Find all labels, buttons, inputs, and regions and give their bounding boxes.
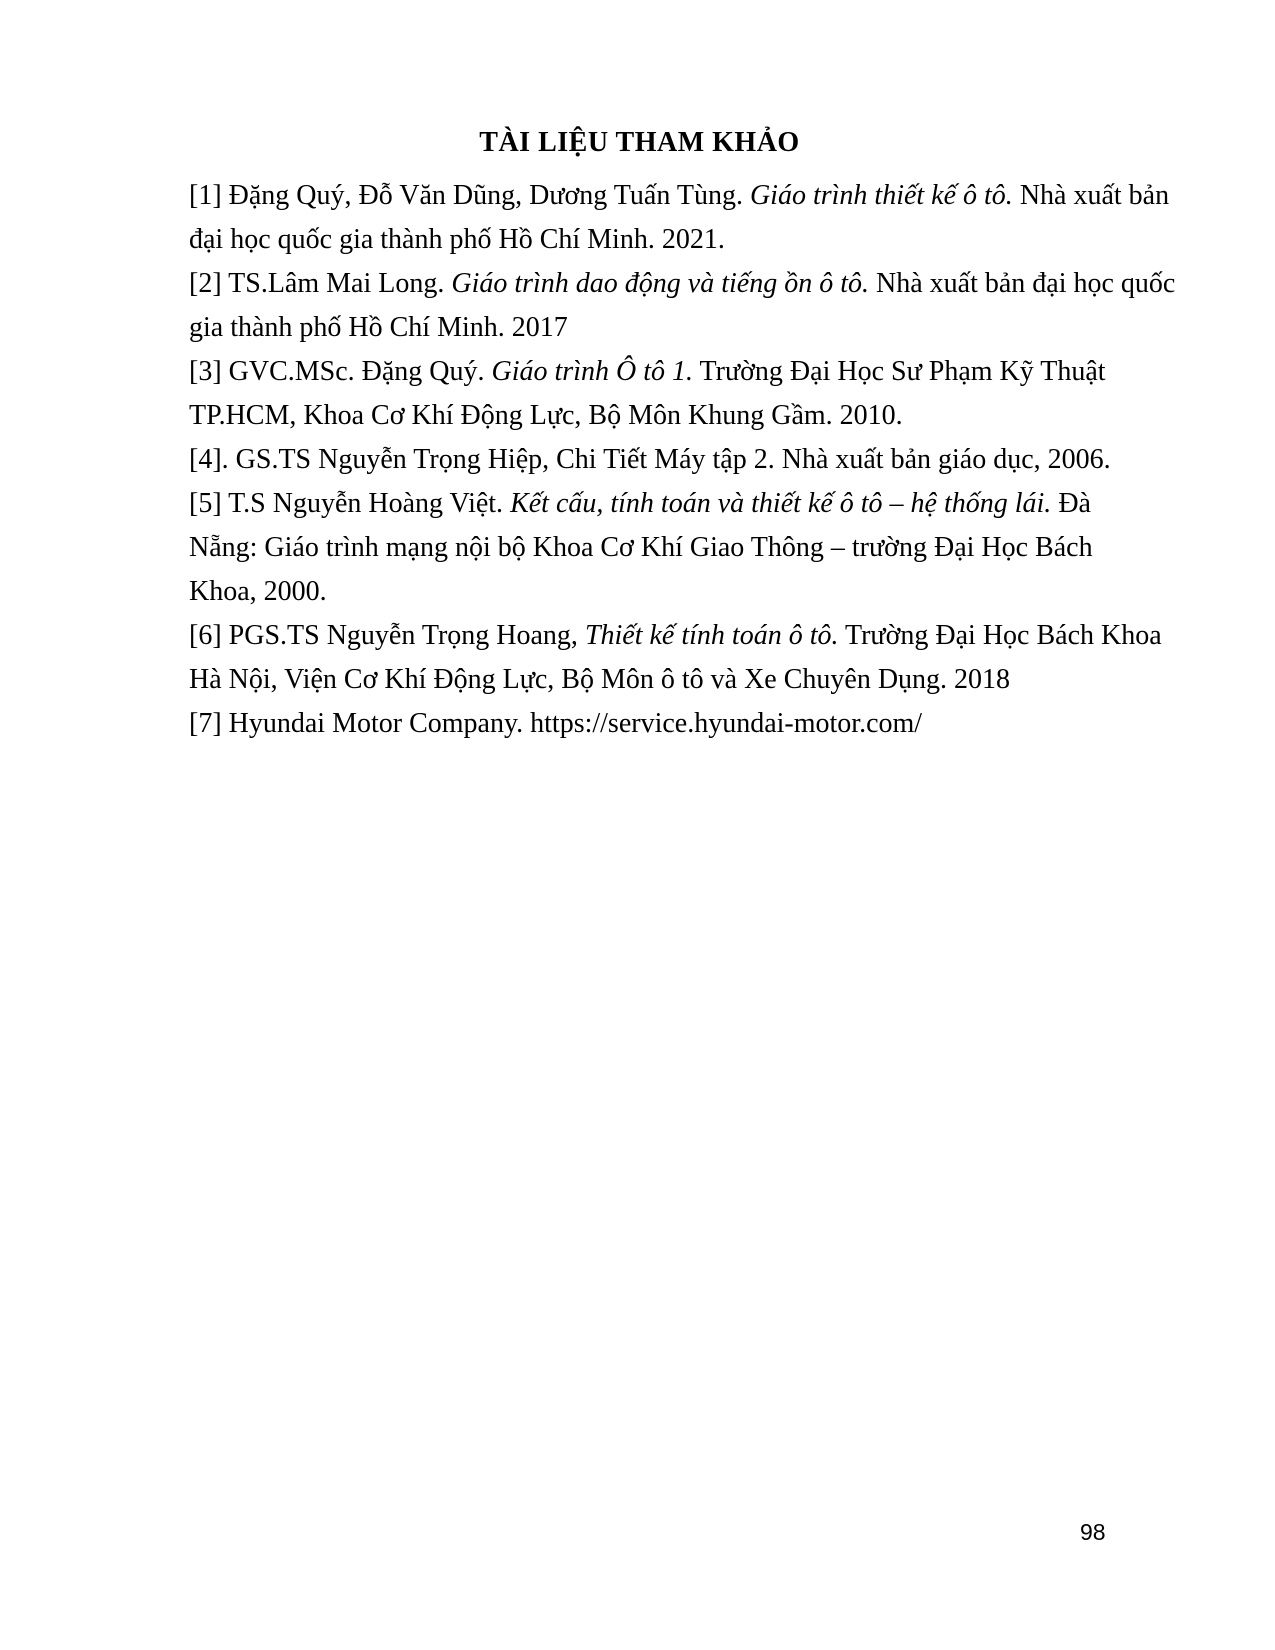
- reference-text: Nẵng: Giáo trình mạng nội bộ Khoa Cơ Khí Giao Thông – trường Đại Học Bách: [189, 532, 1093, 563]
- reference-text: [6] PGS.TS Nguyễn Trọng Hoang,: [189, 620, 585, 651]
- reference-line: [189, 438, 1111, 482]
- reference-line: [189, 658, 1090, 702]
- reference-text: Hà Nội, Viện Cơ Khí Động Lực, Bộ Môn ô tô và Xe Chuyên Dụng. 2018: [189, 664, 1011, 695]
- reference-line: [189, 394, 1090, 438]
- reference-text: [3] GVC.MSc. Đặng Quý.: [189, 356, 492, 387]
- reference-line: [189, 526, 1093, 570]
- reference-book-title: Kết cấu, tính toán và thiết kế ô tô – hệ thống lái.: [510, 488, 1052, 519]
- reference-book-title: Giáo trình dao động và tiếng ồn ô tô.: [451, 268, 869, 299]
- references-section: [189, 121, 1176, 746]
- reference-text: Trường Đại Học Sư Phạm Kỹ Thuật: [693, 356, 1106, 387]
- reference-text: [2] TS.Lâm Mai Long.: [189, 268, 452, 299]
- reference-line: [189, 482, 1090, 526]
- reference-text: [5] T.S Nguyễn Hoàng Việt.: [189, 488, 511, 519]
- reference-text: Khoa, 2000.: [189, 576, 327, 607]
- reference-line: [189, 174, 1170, 218]
- page-number: 98: [1080, 1519, 1106, 1545]
- reference-text: Trường Đại Học Bách Khoa: [838, 620, 1162, 651]
- reference-text: [7] Hyundai Motor Company.: [189, 708, 531, 739]
- reference-text: Nhà xuất bản: [1012, 180, 1170, 211]
- reference-book-title: Thiết kế tính toán ô tô.: [584, 620, 839, 651]
- reference-line: [189, 350, 1106, 394]
- reference-text: đại học quốc gia thành phố Hồ Chí Minh. 2021.: [189, 224, 725, 255]
- reference-book-title: Giáo trình thiết kế ô tô.: [749, 180, 1013, 211]
- reference-line: [189, 702, 1090, 746]
- reference-url: https://service.hyundai-motor.com/: [530, 708, 923, 739]
- reference-line: [189, 262, 1176, 306]
- reference-text: [4]. GS.TS Nguyễn Trọng Hiệp, Chi Tiết Máy tập 2. Nhà xuất bản giáo dục, 2006.: [189, 444, 1111, 475]
- page-title: TÀI LIỆU THAM KHẢO: [479, 127, 800, 158]
- reference-line: [189, 306, 1090, 350]
- reference-text: gia thành phố Hồ Chí Minh. 2017: [189, 312, 568, 343]
- reference-text: Đà: [1051, 488, 1091, 519]
- reference-line: [189, 570, 1090, 614]
- reference-line: [189, 614, 1162, 658]
- reference-text: TP.HCM, Khoa Cơ Khí Động Lực, Bộ Môn Khung Gầm. 2010.: [189, 400, 903, 431]
- reference-text: [1] Đặng Quý, Đỗ Văn Dũng, Dương Tuấn Tùng.: [189, 180, 750, 211]
- reference-line: [189, 218, 1090, 262]
- reference-text: Nhà xuất bản đại học quốc: [869, 268, 1176, 299]
- references-list: [189, 174, 1176, 746]
- reference-book-title: Giáo trình Ô tô 1.: [491, 356, 693, 387]
